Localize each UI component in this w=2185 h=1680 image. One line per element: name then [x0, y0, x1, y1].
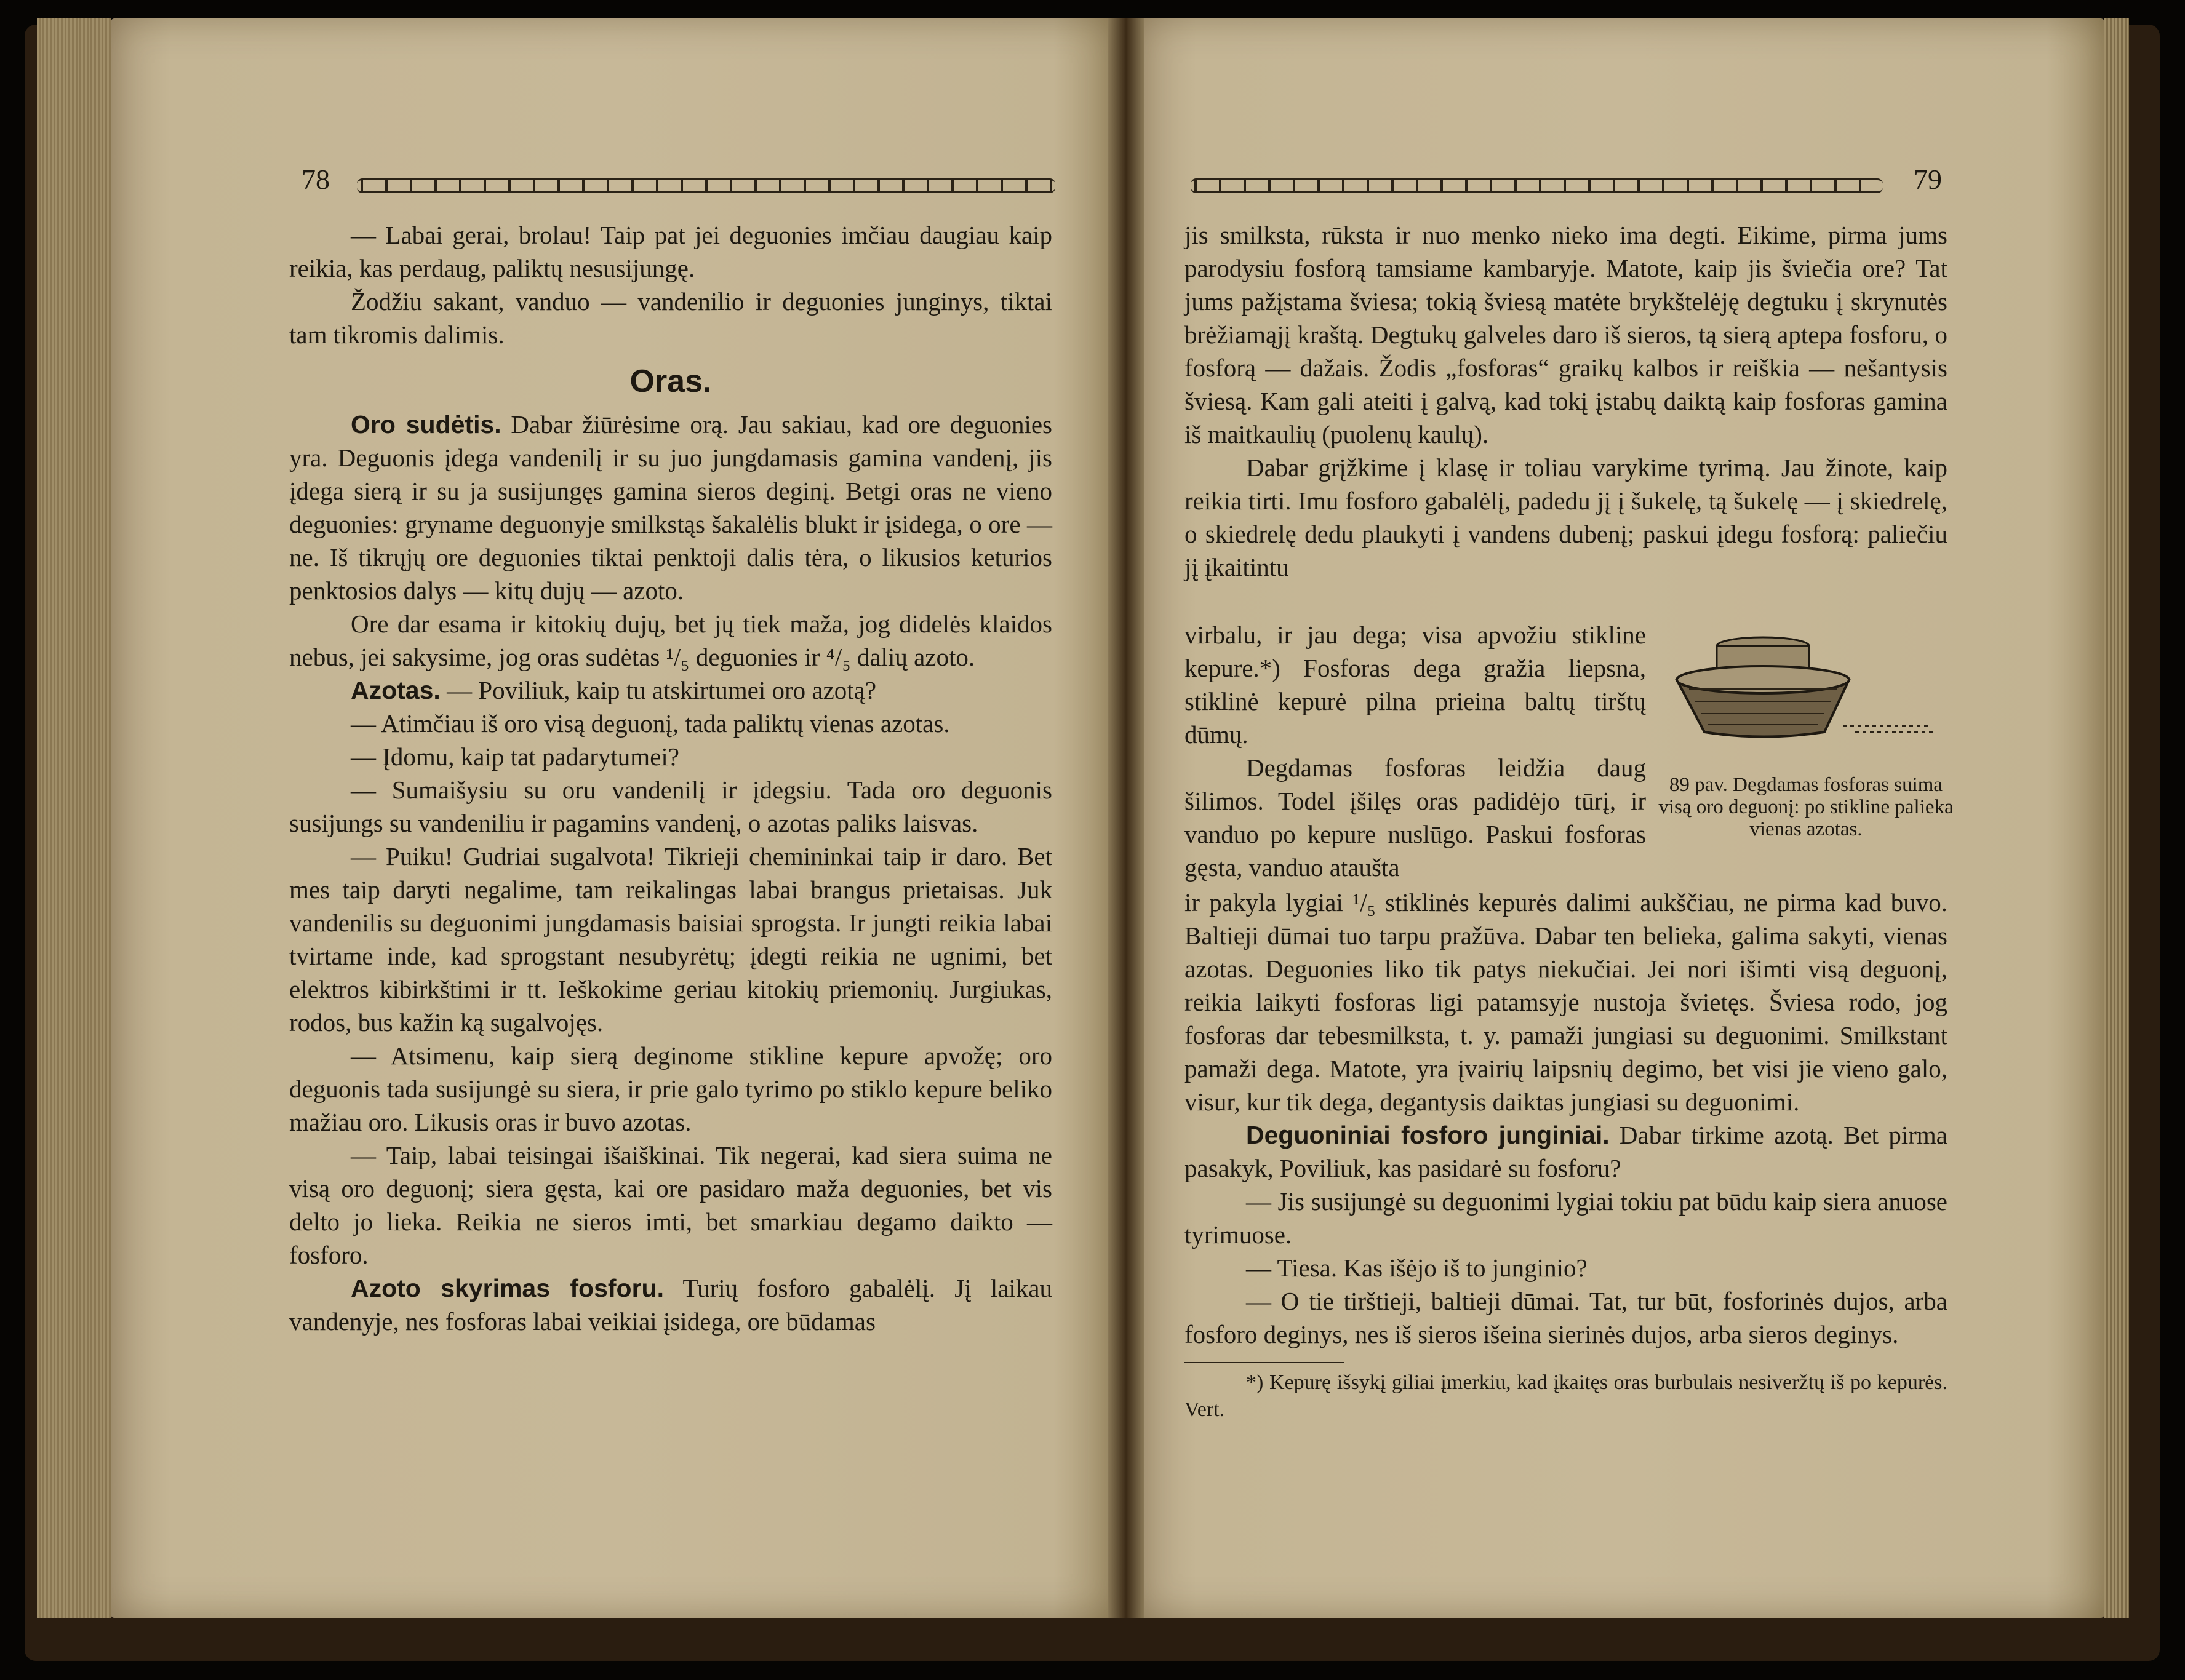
- right-section-1: jis smilksta, rūksta ir nuo menko nieko ima degti. Eikime, pirma jums parodysiu fosforą tamsiame kambaryje. Matote, kaip jis šviečia ore? Tat jums pažįstama šviesa; tokią šviesą matėte brykštelėję degtuku į skrynutės brėžiamąjį kraštą. Degtukų galveles daro iš sieros, tą sierą aptepa fosforu, o fosforą — dažais. Žodis „fosforas“ graikų kalbos ir reiškia — nešantysis šviesą. Kam gali ateiti į galvą, kad tokį įstabų daiktą kaip fosforas gamina iš maitkaulių (puolenų kaulų).: [1184, 221, 1947, 448]
- side-text-1: virbalu, ir jau dega; visa apvožiu stikline kepure.*) Fosforas dega gražia liepsna, stiklinė kepurė pilna prieina baltų tirštų dūmų.: [1184, 621, 1646, 749]
- right-page-number: 79: [1914, 164, 1942, 195]
- right-header-ornament: [1191, 178, 1883, 193]
- subhead-azoto-skyrimas: Azoto skyrimas fosforu.: [351, 1274, 664, 1302]
- right-section-2: Dabar grįžkime į klasę ir toliau varykime tyrimą. Jau žinote, kaip reikia tirti. Imu fosforo gabalėlį, padedu jį į šukelę, tą šukelę — į skiedrelę, o skiedrelę dedu plaukyti į vandens dubenį; paskui įdegu fosforą: paliečiu jį įkaitintu: [1184, 453, 1947, 581]
- right-section-6: — Tiesa. Kas išėjo iš to junginio?: [1246, 1254, 1588, 1282]
- left-section-6: — Sumaišysiu su oru vandenilį ir įdegsiu. Tada oro deguonis susijungs su vandeniliu ir pagamins vandenį, o azotas paliks laisvas.: [289, 776, 1052, 837]
- left-paragraph-2: Žodžiu sakant, vanduo — vandenilio ir deguonies junginys, tiktai tam tikromis dalimis.: [289, 287, 1052, 349]
- figure-89: [1655, 627, 1957, 840]
- figure-caption: 89 pav. Degdamas fosforas suima visą oro deguonį: po stikline palieka vienas azotas.: [1658, 774, 1954, 840]
- right-page-edges: [2104, 18, 2129, 1618]
- left-section-1: Oro sudėtis. Dabar žiūrėsime orą. Jau sakiau, kad ore deguonies yra. Deguonis įdega vandenilį ir su juo jungdamasis gamina vandenį, jis įdega sierą ir su ja susijungęs gamina sieros deginį. Betgi oras ne vieno deguonies: gryname deguonyje smilkstąs šakalėlis blukt ir įsidega, o ore — ne. Iš tikrųjų ore deguonies tiktai penktoji dalis tėra, o likusios keturios penktosios dalys — kitų dujų — azoto.: [289, 410, 1052, 605]
- left-section-4: — Atimčiau iš oro visą deguonį, tada paliktų vienas azotas.: [351, 709, 950, 738]
- right-page-side-text: [1184, 618, 1646, 884]
- left-page-number: 78: [302, 164, 330, 195]
- left-page-edges: [37, 18, 111, 1618]
- footnote-divider: [1184, 1362, 1344, 1363]
- left-page-body: [289, 218, 1052, 1338]
- left-section-10: Azoto skyrimas fosforu. Turių fosforo gabalėlį. Jį laikau vandenyje, nes fosforas labai veikiai įsidega, ore būdamas: [289, 1274, 1052, 1336]
- side-text-2: Degdamas fosforas leidžia daug šilimos. Todel įšilęs oras padidėjo tūrį, ir vanduo po kepure nuslūgo. Paskui fosforas gęsta, vanduo ataušta: [1184, 754, 1646, 882]
- subhead-oro-sudetis: Oro sudėtis.: [351, 410, 501, 439]
- right-section-5: — Jis susijungė su deguonimi lygiai tokiu pat būdu kaip siera anuose tyrimuose.: [1184, 1187, 1947, 1249]
- subhead-deguoniniai: Deguoniniai fosforo junginiai.: [1246, 1121, 1610, 1149]
- right-section-3: ir pakyla lygiai ¹/₅ stiklinės kepurės dalimi aukščiau, ne pirma kad buvo. Baltieji dūmai tuo tarpu pražūva. Dabar ten belieka, galima sakyti, vienas azotas. Deguonies liko tik patys niekučiai. Jei nori išimti visą deguonį, reikia laikyti fosforas ligi patamsyje nustoja švietęs. Šviesa rodo, jog fosforas dar tebesmilksta, t. y. pamaži jungiasi su deguonimi. Smilkstant pamaži dega. Matote, yra įvairių laipsnių degimo, bet visi jie vieno galo, visur, kur tik dega, degantysis daiktas jungiasi su deguonimi.: [1184, 888, 1947, 1116]
- right-section-4: Deguoniniai fosforo junginiai. Dabar tirkime azotą. Bet pirma pasakyk, Poviliuk, kas pasidarė su fosforu?: [1184, 1121, 1947, 1182]
- left-section-5: — Įdomu, kaip tat padarytumei?: [351, 742, 679, 771]
- book-gutter: [1108, 18, 1144, 1618]
- right-page-body-top: [1184, 218, 1947, 584]
- left-section-3: Azotas. — Poviliuk, kaip tu atskirtumei oro azotą?: [351, 676, 877, 704]
- subhead-azotas: Azotas.: [351, 676, 441, 704]
- left-section-9: — Taip, labai teisingai išaiškinai. Tik negerai, kad siera suima ne visą oro deguonį; siera gęsta, kai ore pasidaro maža deguonies, bet vis delto jo lieka. Reikia ne sieros imti, bet smarkiau degamo daikto — fosforo.: [289, 1141, 1052, 1269]
- right-section-7: — O tie tirštieji, baltieji dūmai. Tat, tur būt, fosforinės dujos, arba fosforo deginys, nes iš sieros išeina sierinės dujos, arba sieros deginys.: [1184, 1287, 1947, 1348]
- left-section-2: Ore dar esama ir kitokių dujų, bet jų tiek maža, jog didelės klaidos nebus, jei sakysime, jog oras sudėtas ¹/₅ deguonies ir ⁴/₅ dalių azoto.: [289, 610, 1052, 671]
- left-paragraph-1: — Labai gerai, brolau! Taip pat jei deguonies imčiau daugiau kaip reikia, kas perdaug, paliktų nesusijungę.: [289, 221, 1052, 282]
- section-heading-oras: Oras.: [629, 364, 712, 399]
- left-section-7: — Puiku! Gudriai sugalvota! Tikrieji chemininkai taip ir daro. Bet mes taip daryti negalime, tam reikalingas labai brangus prietaisas. Juk vandenilis su deguonimi jungdamasis baisiai sprogsta. Ir jungti reikia labai tvirtame inde, kad sprogstant nesubyrėtų; įdegti reikia ne ugnimi, bet elektros kibirkštimi ir tt. Ieškokime geriau kitokių priemonių. Jurgiukas, rodos, bus kažin ką sugalvojęs.: [289, 842, 1052, 1037]
- right-page-body-bottom: [1184, 886, 1947, 1423]
- left-section-8: — Atsimenu, kaip sierą deginome stikline kepure apvožę; oro deguonis tada susijungė su siera, ir prie galo tyrimo po stiklo kepure beliko mažiau oro. Likusis oras ir buvo azotas.: [289, 1041, 1052, 1136]
- footnote: *) Kepurę išsykį giliai įmerkiu, kad įkaitęs oras burbulais nesiveržtų iš po kepurės. Vert.: [1184, 1371, 1947, 1421]
- bowl-with-glass-bell-illustration: [1671, 627, 1941, 769]
- left-header-ornament: [357, 178, 1055, 193]
